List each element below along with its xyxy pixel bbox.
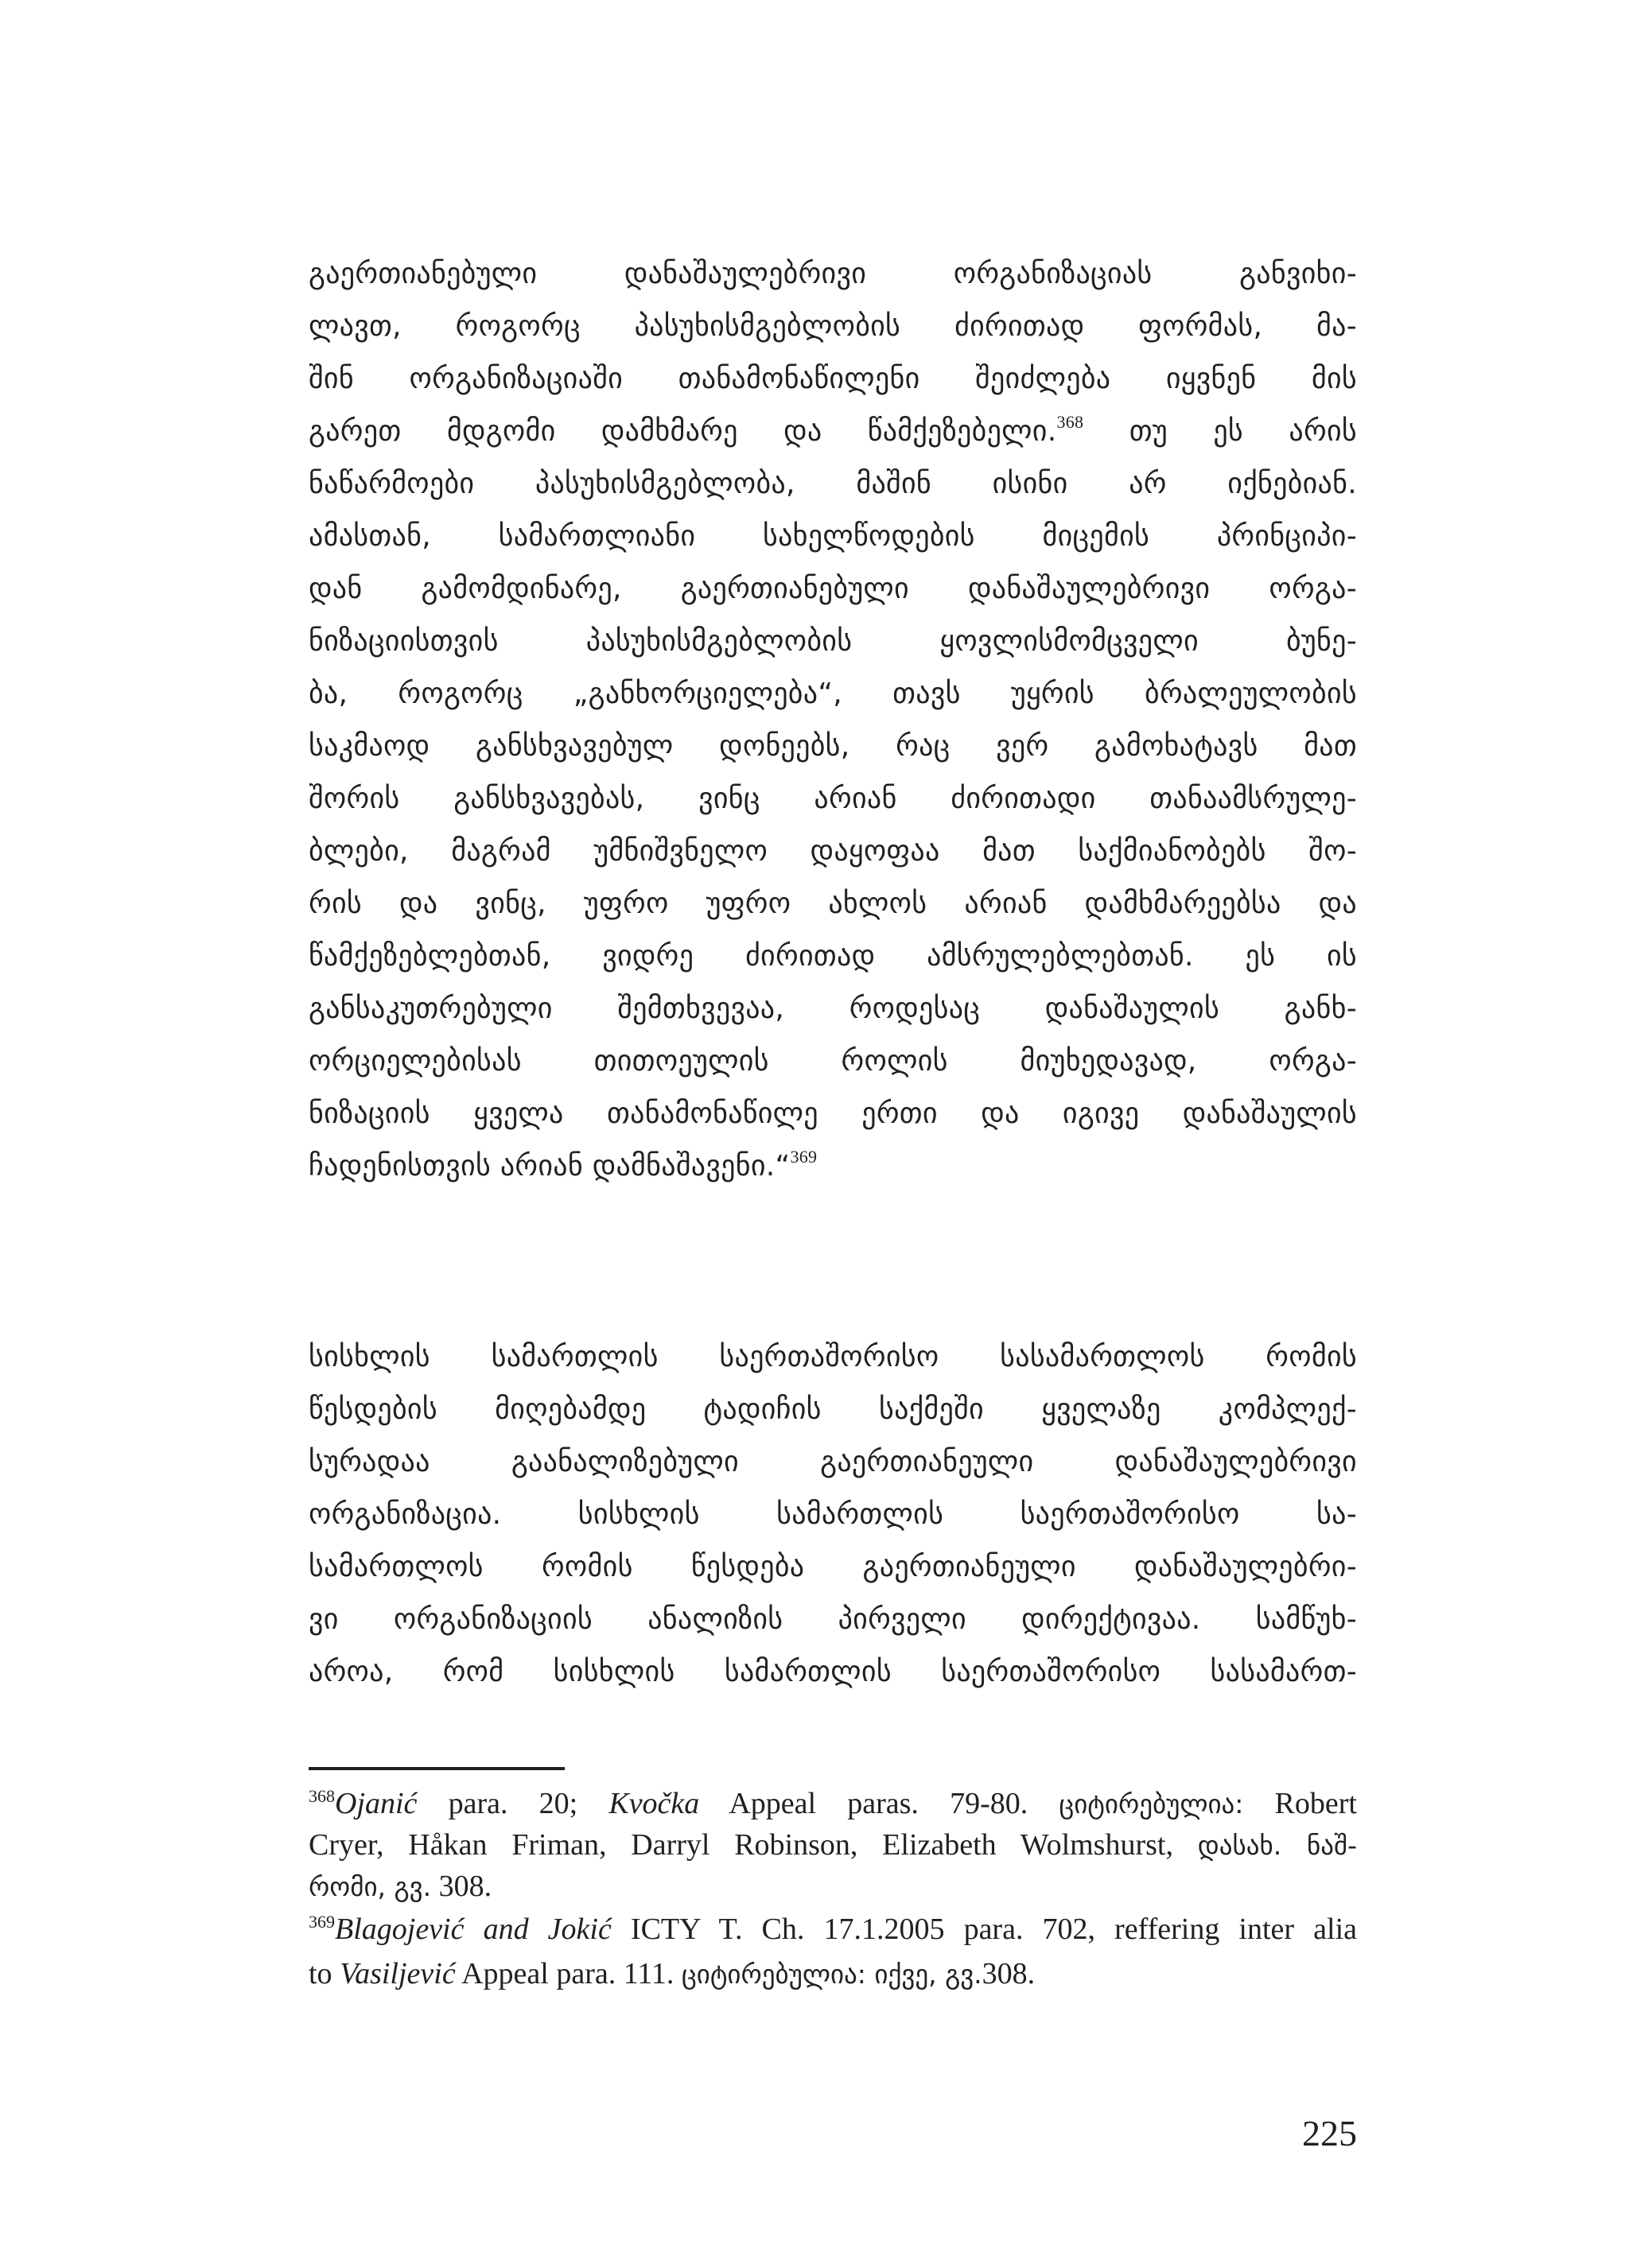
text-line: ორციელებისას თითოეულის როლის მიუხედავად, ორგა- [309,1045,1357,1078]
text-line: ნაწარმოები პასუხისმგებლობა, მაშინ ისინი არ იქნებიან. [309,468,1357,500]
footnote-369-line-1 [309,1909,1357,1950]
text-line: შორის განსხვავებას, ვინც არიან ძირითადი თანაამსრულე- [309,783,1357,815]
case-name: Vasiljević [340,1957,456,1990]
text-line: აროა, რომ სისხლის სამართლის საერთაშორისო სასამართ- [309,1656,1357,1688]
text-line: ნიზაციისთვის პასუხისმგებლობის ყოვლისმომცველი ბუნე- [309,625,1357,658]
text-segment: თუ ეს არის [1083,415,1357,448]
text-line: ნიზაციის ყველა თანამონაწილე ერთი და იგივე დანაშაულის [309,1097,1357,1130]
text-line: წამქეზებლებთან, ვიდრე ძირითად ამსრულებლებთან. ეს ის [309,940,1357,973]
text-segment: para. 20; [417,1787,609,1820]
footnote-368-line-2 [309,1824,1357,1866]
text-line [309,1145,1357,1188]
text-line: ბა, როგორც „განხორციელება“, თავს უყრის ბრალეულობის [309,678,1357,710]
text-line: სამართლოს რომის წესდება გაერთიანეული დანაშაულებრი- [309,1551,1357,1583]
page-number: 225 [1302,2113,1357,2153]
footnote-ref-369[interactable]: 369 [790,1147,818,1167]
text-line: ლავთ, როგორც პასუხისმგებლობის ძირითად ფორმას, მა- [309,310,1357,343]
footnote-369-line-2 [309,1953,1357,1994]
text-line: წესდების მიღებამდე ტადიჩის საქმეში ყველაზე კომპლექ- [309,1393,1357,1426]
text-line: ამასთან, სამართლიანი სახელწოდების მიცემის პრინციპი- [309,520,1357,553]
text-segment: to [309,1957,340,1990]
text-segment: 308. [431,1870,492,1903]
footnote-number: 369 [309,1912,335,1932]
case-name: Blagojević and Jokić [335,1913,612,1946]
text-line [309,410,1357,453]
text-line: სისხლის სამართლის საერთაშორისო სასამართლოს რომის [309,1341,1357,1373]
text-line: ვი ორგანიზაციის ანალიზის პირველი დირექტივაა. სამწუხ- [309,1603,1357,1636]
text-line: შინ ორგანიზაციაში თანამონაწილენი შეიძლება იყვნენ მის [309,363,1357,395]
text-segment: Appeal para. 111. [455,1957,682,1990]
footnote-ref-368[interactable]: 368 [1056,412,1084,432]
text-line: სურადაა გაანალიზებული გაერთიანეული დანაშაულებრივი [309,1446,1357,1478]
text-line: დან გამომდინარე, გაერთიანებული დანაშაულებრივი ორგა- [309,573,1357,605]
text-line: გაერთიანებული დანაშაულებრივი ორგანიზაციას განვიხი- [309,258,1357,290]
text-segment: ციტირებულია: იქვე, გვ. [681,1959,982,1990]
text-segment: დასახ. ნაშ- [1197,1830,1357,1861]
text-segment: გარეთ მდგომი დამხმარე და წამქეზებელი. [309,415,1057,448]
text-line: ბლები, მაგრამ უმნიშვნელო დაყოფაა მათ საქმიანობებს შო- [309,835,1357,868]
text-segment: Cryer, Håkan Friman, Darryl Robinson, Elizabeth Wolmshurst, [309,1828,1198,1862]
case-name: Kvočka [608,1787,700,1820]
footnote-number: 368 [309,1786,335,1806]
text-segment: ციტირებულია: [1059,1788,1244,1819]
footnote-separator [309,1767,565,1770]
text-segment: 308. [982,1957,1036,1990]
text-segment: Appeal paras. 79-80. [699,1787,1059,1820]
text-segment: რომი, გვ. [309,1871,432,1902]
text-line: საკმაოდ განსხვავებულ დონეებს, რაც ვერ გამოხატავს მათ [309,730,1357,763]
text-line: ორგანიზაცია. სისხლის სამართლის საერთაშორისო სა- [309,1498,1357,1531]
case-name: Ojanić [335,1787,418,1820]
text-line: რის და ვინც, უფრო უფრო ახლოს არიან დამხმარეებსა და [309,887,1357,920]
text-segment: ჩადენისთვის არიან დამნაშავენი.“ [309,1150,791,1183]
text-line: განსაკუთრებული შემთხვევაა, როდესაც დანაშაულის განხ- [309,992,1357,1025]
text-segment: ICTY T. Ch. 17.1.2005 para. 702, reffering inter alia [611,1913,1357,1946]
footnote-368-line-1 [309,1783,1357,1824]
text-segment: Robert [1243,1787,1357,1820]
footnote-368-line-3 [309,1866,1357,1907]
